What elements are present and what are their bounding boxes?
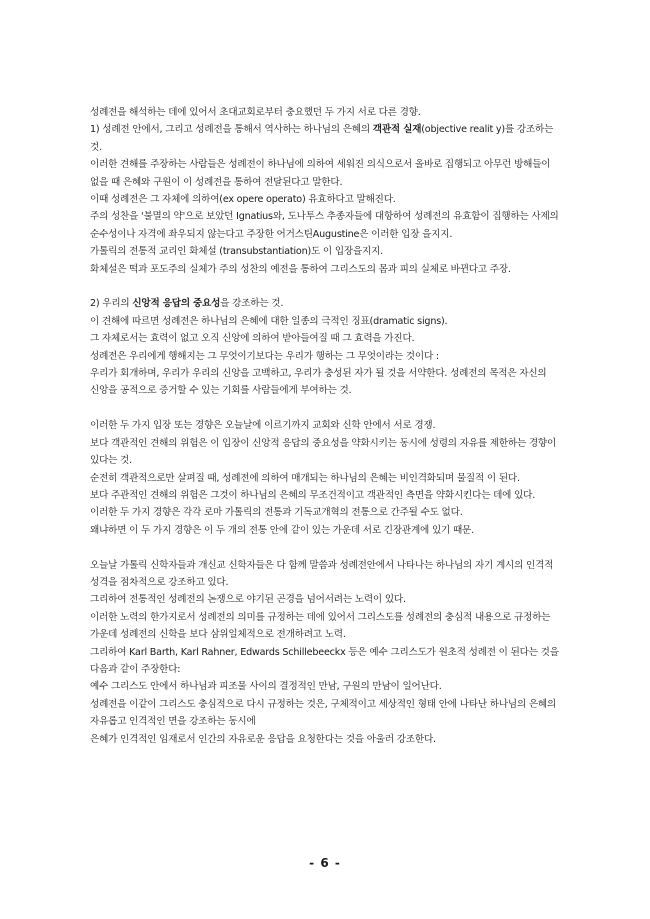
paragraph: 왜냐하면 이 두 가지 경향은 이 두 개의 전통 안에 같이 있는 가운데 서로 긴장관계에 있기 때문. <box>90 524 474 536</box>
paragraph: 그리하여 전통적인 성례전의 논쟁으로 야기된 곤경을 넘어서려는 노력이 있다. <box>90 594 406 606</box>
paragraph: 보다 주관적인 견해의 위험은 그것이 하나님의 은혜의 무조건적이고 객관적인 측면을 약화시킨다는 데에 있다. <box>90 489 536 501</box>
paragraph: 순전히 객관적으로만 살펴질 때, 성례전에 의하여 매개되는 하나님의 은혜는 비인격화되며 물질적 이 된다. <box>90 472 520 484</box>
section-heading <box>90 295 560 312</box>
paragraph: 성례전을 해석하는 데에 있어서 초대교회로부터 충요했던 두 가지 서로 다른 경향. <box>90 107 421 118</box>
document-body <box>90 104 560 748</box>
paragraph: 이때 성례전은 그 자체에 의하여(ex opere operato) 유효하다고 말해진다. <box>90 194 396 206</box>
paragraph <box>90 121 560 156</box>
paragraph: 오늘날 가톨릭 신학자들과 개신교 신학자들은 다 함께 말씀과 성례전안에서 나타나는 하나님의 자기 계시의 인격적 성격을 점차적으로 강조하고 있다. <box>90 559 554 588</box>
text-span: 2) 우리의 <box>90 298 133 310</box>
paragraph: 주의 성찬을 '불멸의 약'으로 보았던 Ignatius와, 도나투스 추종자들에 대항하여 성례전의 유효함이 집행하는 사제의 순수성이나 자격에 좌우되지 않는다고 주장한 어거스틴Augustine은 이러한 입장 을지지. <box>90 211 559 240</box>
paragraph: 예수 그리스도 안에서 하나님과 피조물 사이의 결정적인 만남, 구원의 만남이 일어난다. <box>90 681 442 693</box>
paragraph: 은혜가 인격적인 임재로서 인간의 자유로운 응답을 요청한다는 것을 아울러 강조한다. <box>90 733 436 745</box>
paragraph: 그리하여 Karl Barth, Karl Rahner, Edwards Schillebeeckx 등은 예수 그리스도가 원초적 성례전 이 된다는 것을 다음과 같이 주장한다: <box>90 646 559 675</box>
emphasis-text: 객관적 실재 <box>372 124 422 136</box>
paragraph: 보다 객관적인 견해의 위험은 이 입장이 신앙적 응답의 중요성을 약화시키는 동시에 성령의 자유를 제한하는 경향이 있다는 것. <box>90 437 557 467</box>
paragraph: 이러한 노력의 한가지로서 성례전의 의미를 규정하는 데에 있어서 그리스도를 성례전의 충심적 내용으로 규정하는 가운데 성례전의 신학을 보다 삼위일체적으로 전개하려고 노력. <box>90 611 551 641</box>
page-number: - 6 - <box>309 856 341 870</box>
paragraph: 그 자체로서는 효력이 없고 오직 신앙에 의하여 받아들여질 때 그 효력을 가진다. <box>90 333 415 345</box>
paragraph: 가톨릭의 전통적 교리인 화체설 (transubstantiation)도 이 입장을지지. <box>90 246 384 258</box>
paragraph: 우리가 회개하며, 우리가 우리의 신앙을 고백하고, 우리가 충성된 자가 될 것을 서약한다. 성례전의 목적은 자신의 신앙을 공적으로 증거할 수 있는 기회를 사람들에게 부여하는 것. <box>90 368 547 397</box>
paragraph: 성례전은 우리에게 행해지는 그 무엇이기보다는 우리가 행하는 그 무엇이라는 것이다 : <box>90 350 439 362</box>
paragraph: 이러한 두 가지 경향은 각각 로마 가톨릭의 전통과 기독교개혁의 전통으로 간주될 수도 없다. <box>90 507 463 519</box>
paragraph: 성례전을 이같이 그리스도 충심적으로 다시 규정하는 것은, 구체적이고 세상적인 형태 안에 나타난 하나님의 은혜의 자유롭고 인격적인 면을 강조하는 동시에 <box>90 698 557 728</box>
text-span: 1) 성례전 안에서, 그리고 성례전을 통해서 역사하는 하나님의 은혜의 <box>90 124 373 136</box>
spacer <box>90 539 560 556</box>
spacer <box>90 278 560 295</box>
paragraph: 화체설은 떡과 포도주의 실체가 주의 성찬의 예전을 통하여 그리스도의 몸과 피의 실체로 바뀐다고 주장. <box>90 263 511 275</box>
paragraph: 이러한 두 가지 입장 또는 경향은 오늘날에 이르기까지 교회와 신학 안에서 서로 경쟁. <box>90 420 436 432</box>
spacer <box>90 400 560 417</box>
paragraph: 이러한 견해를 주장하는 사람들은 성례전이 하나님에 의하여 세워진 의식으로서 올바로 집행되고 아무런 방해들이 없을 때 은혜와 구원이 이 성례전을 통하여 전달된다고 말한다. <box>90 159 551 188</box>
paragraph: 이 견해에 따르면 성례전은 하나님의 은혜에 대한 일종의 극적인 징표(dramatic signs). <box>90 315 448 327</box>
emphasis-text: 신앙적 응답의 중요성 <box>132 298 221 310</box>
text-span: (objective realit y)를 강조하는 것. <box>90 124 554 153</box>
text-span: 을 강조하는 것. <box>220 298 284 310</box>
